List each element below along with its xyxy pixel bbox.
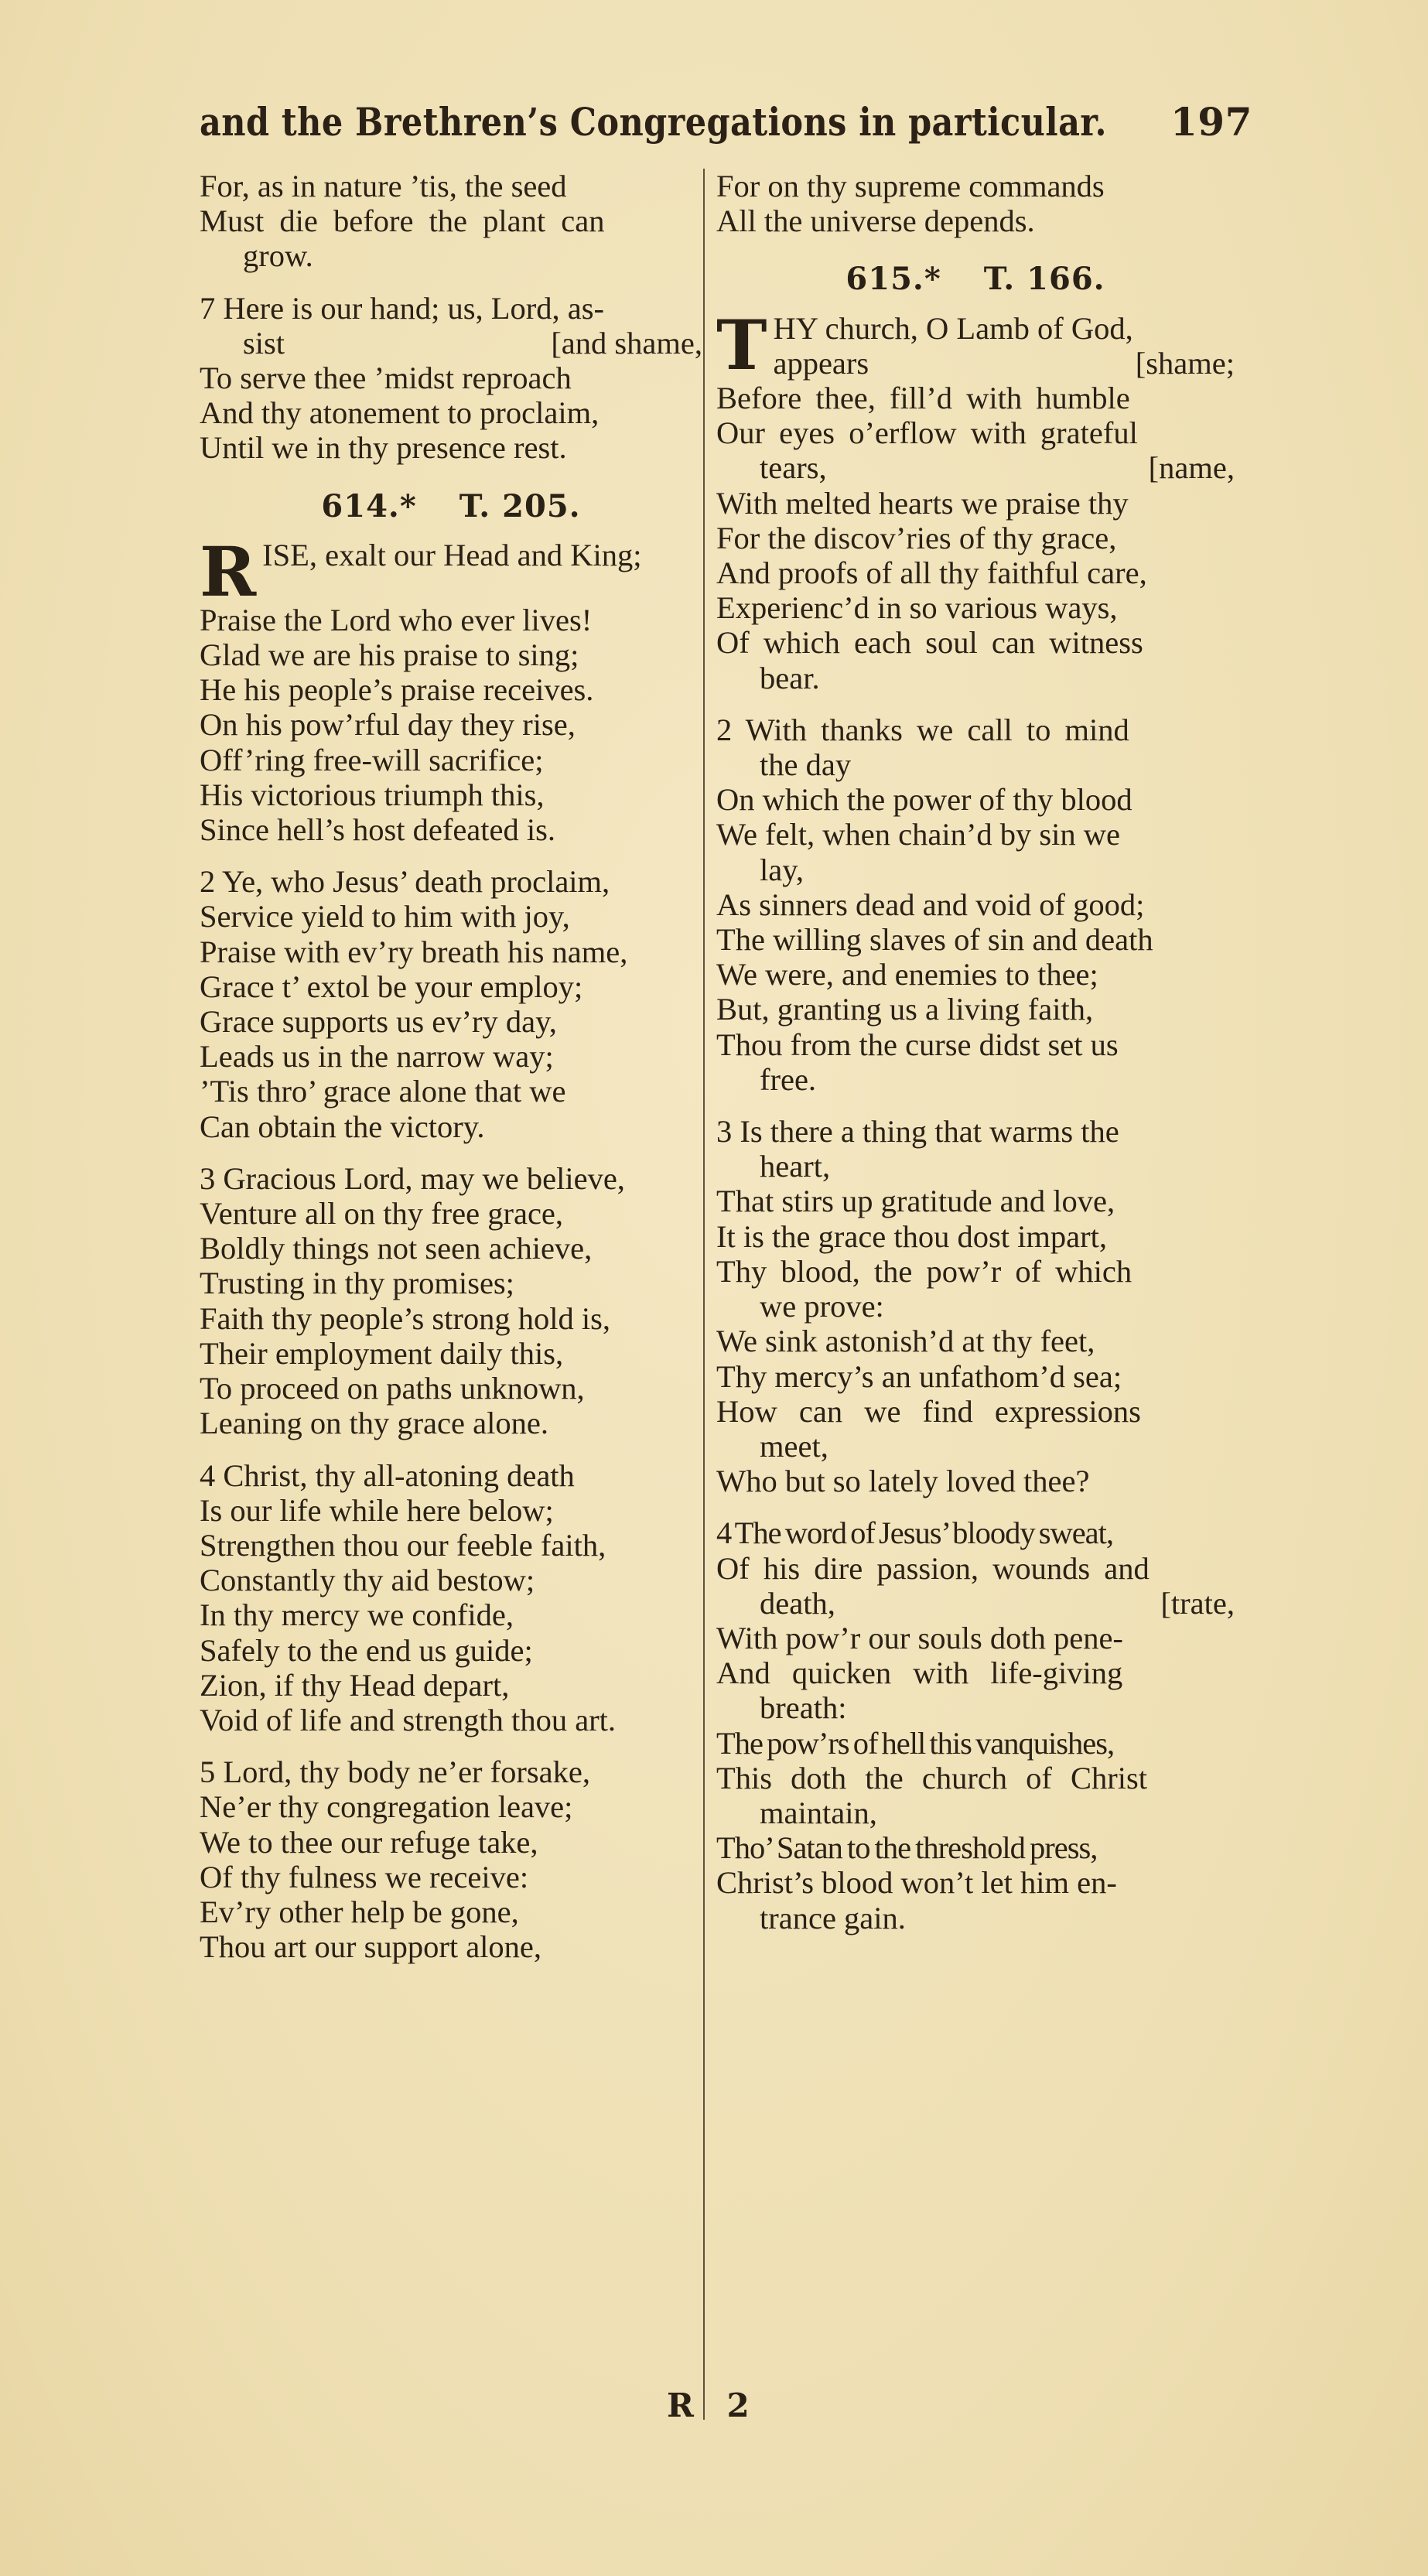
- verse-line: On which the power of thy blood: [716, 782, 1132, 818]
- running-head: [200, 99, 1360, 145]
- continuation-stanza: [716, 169, 1235, 238]
- verse-line: Of his dire passion, wounds and: [716, 1550, 1150, 1586]
- verse-line: For the discov’ries of thy grace,: [716, 520, 1117, 555]
- verse-line: maintain,: [760, 1795, 877, 1830]
- verse-line: Praise the Lord who ever lives!: [200, 602, 593, 637]
- verse-line: Thy blood, the pow’r of which: [716, 1253, 1132, 1289]
- verse-7: [200, 291, 702, 466]
- verse-line: Venture all on thy free grace,: [200, 1196, 564, 1232]
- verse-line: Our eyes o’erflow with grateful: [716, 415, 1138, 451]
- verse-line-turnover: [trate,: [1160, 1585, 1235, 1621]
- verse-line: the day: [760, 747, 852, 783]
- verse-line: How can we find expressions: [716, 1393, 1141, 1429]
- verse-line-turnover: [name,: [1148, 450, 1235, 486]
- verse-line: trance gain.: [760, 1900, 906, 1935]
- verse-line: grow.: [243, 238, 313, 274]
- verse-line: His victorious triumph this,: [200, 777, 545, 812]
- verse-line: 3 Is there a thing that warms the: [716, 1114, 1119, 1150]
- verse-line: The willing slaves of sin and death: [716, 922, 1153, 958]
- verse-line: Praise with ev’ry breath his name,: [200, 934, 628, 969]
- verse-line: 2 With thanks we call to mind: [716, 712, 1129, 747]
- verse-line: Can obtain the victory.: [200, 1109, 485, 1144]
- verse-line: We were, and enemies to thee;: [716, 957, 1098, 992]
- verse-line: It is the grace thou dost impart,: [716, 1218, 1108, 1254]
- hymn-614-verse-5: [200, 1754, 702, 1964]
- verse-line-part: sist: [243, 325, 285, 360]
- verse-line: Service yield to him with joy,: [200, 899, 570, 934]
- verse-line: We to thee our refuge take,: [200, 1824, 538, 1860]
- hymn-heading-614: [200, 489, 702, 524]
- verse-line: we prove:: [760, 1289, 884, 1324]
- verse-line: But, granting us a living faith,: [716, 992, 1094, 1027]
- verse-line: 7 Here is our hand; us, Lord, as-: [200, 290, 604, 326]
- right-column: [716, 169, 1235, 1935]
- column-divider: [703, 169, 705, 2420]
- verse-line: Of thy fulness we receive:: [200, 1859, 529, 1894]
- hymn-615-verse-3: [716, 1114, 1235, 1498]
- verse-line: free.: [760, 1061, 817, 1097]
- drop-cap: T: [716, 304, 767, 385]
- verse-line: Grace supports us ev’ry day,: [200, 1004, 557, 1040]
- verse-line: Their employment daily this,: [200, 1335, 564, 1371]
- verse-line: Void of life and strength thou art.: [200, 1702, 617, 1737]
- verse-line-turnover: [and shame,: [551, 325, 702, 360]
- hymn-614-verse-1: [200, 531, 702, 848]
- verse-line: bear.: [760, 660, 820, 695]
- verse-line: For on thy supreme commands: [716, 169, 1105, 203]
- verse-line: Trusting in thy promises;: [200, 1266, 514, 1301]
- verse-line: ’Tis thro’ grace alone that we: [200, 1074, 566, 1109]
- verse-line: Is our life while here below;: [200, 1492, 554, 1528]
- verse-line: Grace t’ extol be your employ;: [200, 969, 583, 1004]
- verse-line: All the universe depends.: [716, 203, 1035, 239]
- verse-line: Off’ring free-will sacrifice;: [200, 742, 544, 777]
- verse-line: And proofs of all thy faithful care,: [716, 555, 1147, 591]
- verse-line: meet,: [760, 1428, 828, 1464]
- verse-line: [716, 450, 1235, 485]
- verse-line: We felt, when chain’d by sin we: [716, 817, 1120, 852]
- verse-line: Must die before the plant can: [200, 203, 605, 239]
- hymn-615-verse-1: [716, 304, 1235, 695]
- hymn-heading-615: [716, 261, 1235, 296]
- verse-line: Zion, if thy Head depart,: [200, 1667, 510, 1703]
- verse-line: That stirs up gratitude and love,: [716, 1184, 1115, 1219]
- hymn-number: 615.*: [846, 261, 941, 298]
- page-number: 197: [1170, 99, 1252, 145]
- verse-line: Constantly thy aid bestow;: [200, 1563, 535, 1598]
- verse-line: Safely to the end us guide;: [200, 1632, 533, 1668]
- verse-line: Since hell’s host defeated is.: [200, 812, 556, 848]
- verse-line: The pow’rs of hell this vanquishes,: [716, 1725, 1115, 1761]
- verse-line: 5 Lord, thy body ne’er forsake,: [200, 1754, 590, 1790]
- hymn-614-verse-3: [200, 1161, 702, 1441]
- verse-line: As sinners dead and void of good;: [716, 887, 1145, 922]
- verse-line-turnover: [shame;: [1135, 345, 1235, 381]
- hymn-614-verse-2: [200, 864, 702, 1144]
- verse-line: With pow’r our souls doth pene-: [716, 1620, 1123, 1655]
- tune-number: T. 166.: [983, 261, 1105, 298]
- verse-line: And quicken with life-giving: [716, 1655, 1123, 1691]
- verse-line-part: tears,: [760, 450, 827, 486]
- verse-line: Who but so lately loved thee?: [716, 1464, 1090, 1499]
- verse-line-part: death,: [760, 1585, 835, 1621]
- verse-line: Tho’ Satan to the threshold press,: [716, 1830, 1098, 1866]
- verse-line: Experienc’d in so various ways,: [716, 590, 1118, 626]
- verse-line: Glad we are his praise to sing;: [200, 637, 579, 673]
- verse-line: Thy mercy’s an unfathom’d sea;: [716, 1358, 1122, 1394]
- verse-line: Leaning on thy grace alone.: [200, 1406, 548, 1441]
- verse-line: Ne’er thy congregation leave;: [200, 1789, 573, 1825]
- running-head-title: and the Brethren’s Congregations in particular.: [200, 99, 1107, 145]
- hymn-615-verse-4: [716, 1515, 1235, 1935]
- verse-line: On his pow’rful day they rise,: [200, 707, 576, 743]
- hymn-615-verse-2: [716, 712, 1235, 1097]
- verse-line: Faith thy people’s strong hold is,: [200, 1300, 610, 1336]
- verse-line: Strengthen thou our feeble faith,: [200, 1527, 606, 1563]
- verse-line: In thy mercy we confide,: [200, 1597, 514, 1633]
- continuation-stanza: [200, 169, 702, 274]
- verse-line: Ev’ry other help be gone,: [200, 1894, 519, 1929]
- drop-cap: R: [200, 531, 257, 612]
- verse-line: Boldly things not seen achieve,: [200, 1231, 593, 1266]
- verse-line: To proceed on paths unknown,: [200, 1371, 585, 1406]
- verse-line: Before thee, fill’d with humble: [716, 381, 1130, 416]
- verse-line: 2 Ye, who Jesus’ death proclaim,: [200, 864, 610, 900]
- tune-number: T. 205.: [459, 487, 581, 524]
- hymn-614-verse-4: [200, 1458, 702, 1738]
- verse-line: heart,: [760, 1149, 831, 1184]
- verse-line: Leads us in the narrow way;: [200, 1039, 554, 1074]
- verse-line: To serve thee ’midst reproach: [200, 360, 572, 396]
- verse-line: HY church, O Lamb of God,: [773, 310, 1133, 346]
- verse-line: And thy atonement to proclaim,: [200, 395, 600, 431]
- verse-line: 3 Gracious Lord, may we believe,: [200, 1160, 625, 1196]
- verse-line: Thou from the curse didst set us: [716, 1027, 1119, 1062]
- left-column: [200, 169, 702, 1964]
- verse-line: [716, 1586, 1235, 1621]
- verse-line: Of which each soul can witness: [716, 625, 1143, 661]
- verse-line: lay,: [760, 852, 804, 887]
- verse-line: ISE, exalt our Head and King;: [262, 537, 642, 572]
- verse-line: Christ’s blood won’t let him en-: [716, 1865, 1117, 1901]
- verse-line: This doth the church of Christ: [716, 1760, 1148, 1795]
- hymn-number: 614.*: [321, 487, 417, 524]
- verse-line: Thou art our support alone,: [200, 1929, 542, 1965]
- printer-signature-mark: R 2: [667, 2386, 760, 2424]
- verse-line: 4 The word of Jesus’ bloody sweat,: [716, 1515, 1114, 1551]
- verse-line: With melted hearts we praise thy: [716, 485, 1129, 521]
- verse-line: Until we in thy presence rest.: [200, 430, 567, 466]
- verse-line-part: appears: [773, 345, 869, 381]
- verse-line: [200, 326, 702, 360]
- verse-line: 4 Christ, thy all-atoning death: [200, 1457, 575, 1493]
- verse-line: He his people’s praise receives.: [200, 672, 594, 708]
- verse-line: breath:: [760, 1690, 847, 1726]
- verse-line: We sink astonish’d at thy feet,: [716, 1324, 1095, 1359]
- verse-line: For, as in nature ’tis, the seed: [200, 169, 567, 203]
- verse-line: [773, 346, 1235, 381]
